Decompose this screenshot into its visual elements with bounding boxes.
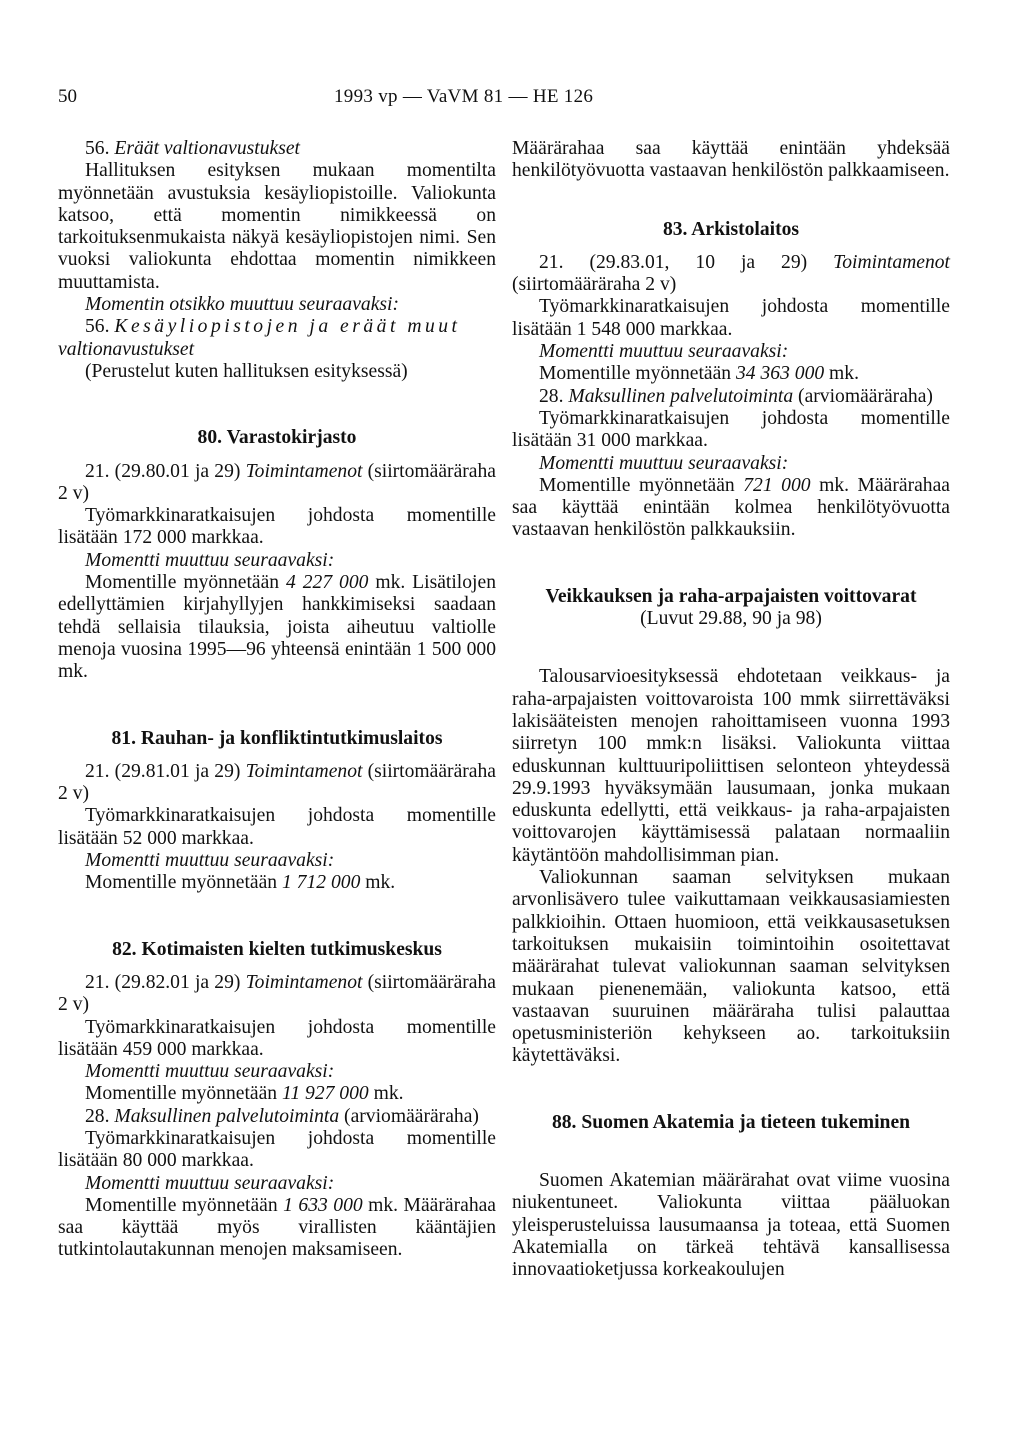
- item-82-28-grant: Momentille myönnetään 1 633 000 mk. Määrärahaa saa käyttää myös virallisten kääntäjien tutkintolautakunnan menojen maksamiseen.: [58, 1194, 497, 1261]
- item-83-28-change-label: Momentti muuttuu seuraavaksi:: [539, 452, 789, 474]
- item-80-grant: Momentille myönnetään 4 227 000 mk. Lisätilojen edellyttämien kirjahyllyjen hankkimiseksi saadaan tehdä sellaisia tilauksia, joista aiheutuu valtiolle menoja vuosina 1995—96 yhteensä enintään 1 500 000 mk.: [58, 572, 496, 683]
- heading-veikkaus: Veikkauksen ja raha-arpajaisten voittovarat: [545, 585, 917, 607]
- item-80-body: Työmarkkinaratkaisujen johdosta momentille lisätään 172 000 markkaa.: [58, 505, 496, 549]
- item-82-21-body: Työmarkkinaratkaisujen johdosta momentille lisätään 459 000 markkaa.: [58, 1016, 496, 1060]
- section-56-new-title-cont: valtionavustukset: [58, 338, 195, 360]
- page-header: [58, 86, 978, 116]
- item-83-28-grant: Momentille myönnetään 721 000 mk. Määrärahaa saa käyttää enintään kolmea henkilötyövuotta vastaavan henkilöstön palkkauksiin.: [512, 474, 951, 541]
- section-56-title: 56. Eräät valtionavustukset: [85, 138, 300, 159]
- heading-81: 81. Rauhan- ja konfliktintutkimuslaitos: [111, 727, 443, 749]
- page-number: 50: [58, 86, 77, 107]
- item-81-change-label: Momentti muuttuu seuraavaksi:: [85, 850, 335, 872]
- item-82-21-change-label: Momentti muuttuu seuraavaksi:: [85, 1061, 335, 1083]
- veikkaus-paragraph-1: Talousarvioesityksessä ehdotetaan veikkaus- ja raha-arpajaisten voittovaroista 100 mmk siirrettäväksi lakisääteisten menojen rahoittamiseen vuonna 1993 siirretyn 100 mmk:n lisäksi. Valiokunta viittaa eduskunnan kulttuuripoliittisen selonteon yhteydessä 29.9.1993 hyväksymään lausumaan, jonka mukaan eduskunta edellytti, että veikkaus- ja raha-arpajaisten voittovarojen käyttämisessä palataan normaaliin käytäntöön mahdollisimman pian.: [512, 666, 950, 866]
- left-column: [58, 138, 496, 1262]
- item-83-28: 28. Maksullinen palvelutoiminta (arviomääräraha): [539, 385, 933, 407]
- section-56-body: Hallituksen esityksen mukaan momentilta myönnetään avustuksia kesäyliopistoille. Valiokunta katsoo, että momentin nimikkeessä on tarkoituksenmukaista näkyä kesäyliopistojen nimi. Sen vuoksi valiokunta ehdottaa momentin nimikkeen muuttamista.: [58, 160, 496, 293]
- akatemia-paragraph-1: Suomen Akatemian määrärahat ovat viime vuosina niukentuneet. Valiokunta viittaa pääluokan yleisperusteluissa lausumaansa ja toteaa, että Suomen Akatemialla on tärkeä tehtävä kansallisessa innovaatioketjussa korkeakoulujen: [512, 1169, 950, 1281]
- item-82-28-change-label: Momentti muuttuu seuraavaksi:: [85, 1172, 335, 1194]
- section-56-change-label: Momentin otsikko muuttuu seuraavaksi:: [85, 294, 399, 316]
- item-81-grant: Momentille myönnetään 1 712 000 mk.: [85, 872, 396, 894]
- subheading-veikkaus: (Luvut 29.88, 90 ja 98): [640, 608, 822, 630]
- item-82-28: 28. Maksullinen palvelutoiminta (arviomääräraha): [85, 1105, 479, 1127]
- section-56-new-title: 56. Kesäyliopistojen ja eräät muut: [85, 316, 461, 338]
- heading-88: 88. Suomen Akatemia ja tieteen tukeminen: [551, 1111, 911, 1133]
- section-56-note: (Perustelut kuten hallituksen esityksessä): [85, 360, 408, 382]
- item-83-21-grant: Momentille myönnetään 34 363 000 mk.: [539, 363, 859, 385]
- item-82-21: 21. (29.82.01 ja 29) Toimintamenot (siirtomääräraha 2 v): [58, 971, 496, 1016]
- item-83-21-body: Työmarkkinaratkaisujen johdosta momentille lisätään 1 548 000 markkaa.: [512, 296, 950, 340]
- item-83-21-change-label: Momentti muuttuu seuraavaksi:: [539, 341, 789, 363]
- item-83-28-body: Työmarkkinaratkaisujen johdosta momentille lisätään 31 000 markkaa.: [512, 407, 950, 452]
- heading-83: 83. Arkistolaitos: [662, 218, 800, 240]
- item-80-change-label: Momentti muuttuu seuraavaksi:: [85, 549, 335, 571]
- item-81-21: 21. (29.81.01 ja 29) Toimintamenot (siirtomääräraha 2 v): [58, 760, 496, 805]
- item-82-21-grant: Momentille myönnetään 11 927 000 mk.: [85, 1083, 404, 1105]
- heading-82: 82. Kotimaisten kielten tutkimuskeskus: [112, 938, 442, 960]
- veikkaus-paragraph-2: Valiokunnan saaman selvityksen mukaan arvonlisävero tulee vaikuttamaan veikkausasiamiesten palkkioihin. Ottaen huomioon, että veikkausasetuksen tarkoituksen mukaisiin toimintoihin osoitettavat määrärahat tulevat valiokunnan saaman selvityksen mukaan pienenemään, valiokunta katsoo, että vastaavan suuruinen määräraha tulisi palauttaa opetusministeriön kehykseen ao. tarkoituksiin käytettäväksi.: [512, 867, 950, 1067]
- item-83-21: 21. (29.83.01, 10 ja 29) Toimintamenot (siirtomääräraha 2 v): [512, 251, 950, 296]
- continued-text: Määrärahaa saa käyttää enintään yhdeksää henkilötyövuotta vastaavan henkilöstön palkkaamiseen.: [512, 138, 950, 182]
- right-column: [512, 138, 950, 1281]
- heading-80: 80. Varastokirjasto: [197, 427, 357, 449]
- item-80-21: 21. (29.80.01 ja 29) Toimintamenot (siirtomääräraha 2 v): [58, 460, 496, 504]
- running-title: 1993 vp — VaVM 81 — HE 126: [334, 86, 594, 107]
- item-82-28-body: Työmarkkinaratkaisujen johdosta momentille lisätään 80 000 markkaa.: [58, 1127, 496, 1172]
- item-81-body: Työmarkkinaratkaisujen johdosta momentille lisätään 52 000 markkaa.: [58, 805, 496, 849]
